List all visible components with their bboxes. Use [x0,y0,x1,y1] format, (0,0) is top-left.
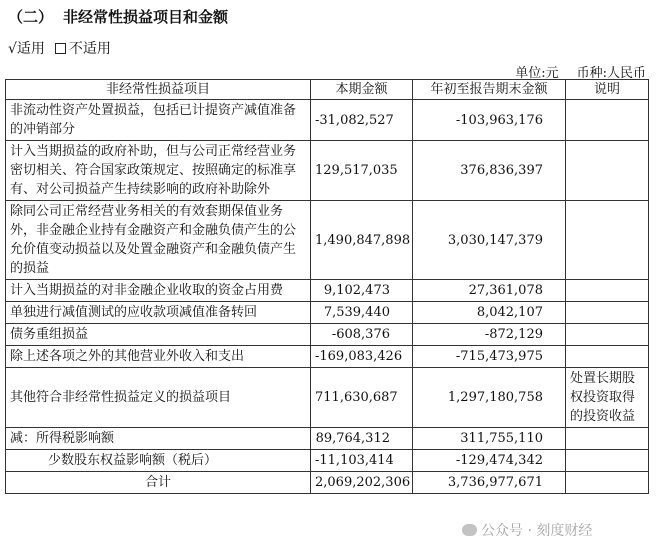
row-current: -11,103,414 [311,450,413,472]
watermark [462,520,592,540]
table-row [6,346,649,368]
row-ytd: 3,030,147,379 [413,201,566,280]
row-ytd: 311,755,110 [413,428,566,450]
row-note [566,280,649,302]
empty-checkbox-icon [55,43,66,54]
currency-label: 币种:人民币 [576,66,646,81]
row-current: -169,083,426 [311,346,413,368]
row-note [566,346,649,368]
row-current: 1,490,847,898 [311,201,413,280]
row-item: 计入当期损益的政府补助，但与公司正常经营业务密切相关、符合国家政策规定、按照确定的标准享有、对公司损益产生持续影响的政府补助除外 [6,141,311,201]
row-item: 其他符合非经常性损益定义的损益项目 [6,368,311,428]
row-ytd: 376,836,397 [413,141,566,201]
row-note [566,100,649,141]
header-current-period: 本期金额 [311,80,413,100]
table-row [6,141,649,201]
row-item: 除同公司正常经营业务相关的有效套期保值业务外，非金融企业持有金融资产和金融负债产生的公允价值变动损益以及处置金融资产和金融负债产生的损益 [6,201,311,280]
row-note [566,450,649,472]
row-ytd: -715,473,975 [413,346,566,368]
table-row [6,280,649,302]
row-note [566,302,649,324]
not-applicable-option[interactable] [55,41,111,57]
row-note [566,324,649,346]
total-ytd: 3,736,977,671 [413,472,566,494]
non-recurring-gains-table [5,79,649,494]
table-row [6,302,649,324]
unit-label: 单位:元 [515,66,559,81]
row-note [566,428,649,450]
row-item: 除上述各项之外的其他营业外收入和支出 [6,346,311,368]
row-ytd: 1,297,180,758 [413,368,566,428]
row-item: 债务重组损益 [6,324,311,346]
table-row [6,450,649,472]
row-current: 9,102,473 [311,280,413,302]
table-row [6,368,649,428]
table-row [6,324,649,346]
row-note: 处置长期股权投资取得的投资收益 [566,368,649,428]
row-ytd: -872,129 [413,324,566,346]
header-year-to-date: 年初至报告期末金额 [413,80,566,100]
total-current: 2,069,202,306 [311,472,413,494]
row-ytd: -129,474,342 [413,450,566,472]
row-item: 少数股东权益影响额（税后） [6,450,311,472]
row-current: -31,082,527 [311,100,413,141]
wechat-icon [462,524,477,536]
section-number: （二） [8,8,54,26]
header-note: 说明 [566,80,649,100]
row-ytd: -103,963,176 [413,100,566,141]
row-item: 减：所得税影响额 [6,428,311,450]
row-item: 非流动性资产处置损益，包括已计提资产减值准备的冲销部分 [6,100,311,141]
row-ytd: 27,361,078 [413,280,566,302]
row-ytd: 8,042,107 [413,302,566,324]
row-current: 7,539,440 [311,302,413,324]
not-applicable-label: 不适用 [68,41,111,57]
row-current: -608,376 [311,324,413,346]
table-row [6,428,649,450]
section-title: 非经常性损益项目和金额 [63,8,229,26]
checkmark-icon: √ [8,41,17,57]
row-current: 89,764,312 [311,428,413,450]
applicable-label: 适用 [16,41,45,57]
applicable-option[interactable] [8,41,45,57]
row-note [566,141,649,201]
total-label: 合计 [6,472,311,494]
row-item: 单独进行减值测试的应收款项减值准备转回 [6,302,311,324]
watermark-text: 公众号 · 刻度财经 [481,523,593,539]
table-total-row [6,472,649,494]
table-header-row [6,80,649,100]
table-row [6,100,649,141]
section-heading [8,6,228,27]
row-note [566,201,649,280]
header-item: 非经常性损益项目 [6,80,311,100]
total-note [566,472,649,494]
row-current: 129,517,035 [311,141,413,201]
applicability-options [8,38,121,58]
table-row [6,201,649,280]
row-item: 计入当期损益的对非金融企业收取的资金占用费 [6,280,311,302]
row-current: 711,630,687 [311,368,413,428]
